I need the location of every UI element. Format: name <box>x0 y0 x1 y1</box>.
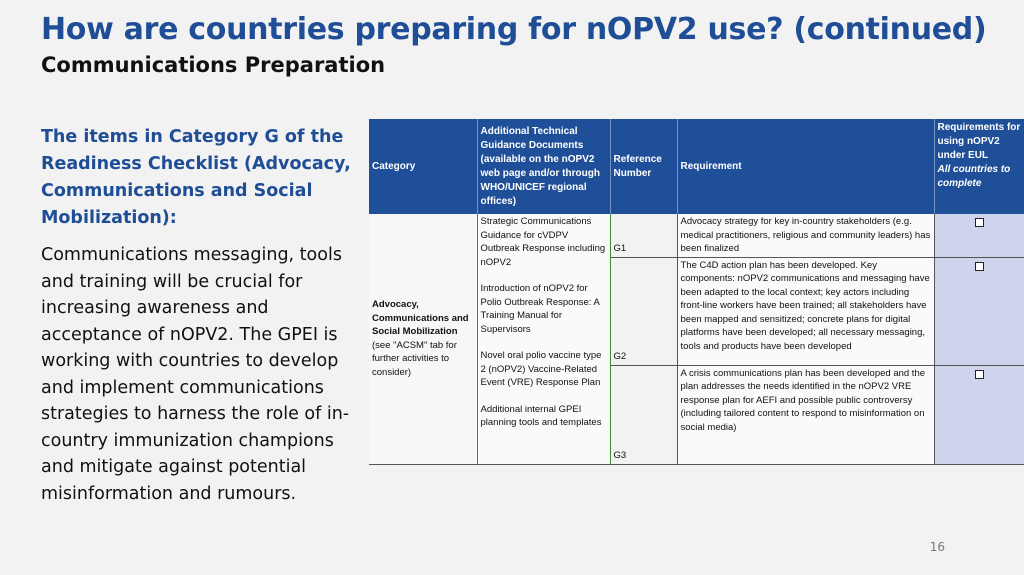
readiness-checklist-table <box>369 119 1024 465</box>
table-header-row <box>369 119 1024 214</box>
doc-item: Novel oral polio vaccine type 2 (nOPV2) Vaccine-Related Event (VRE) Response Plan <box>480 350 602 388</box>
checkbox-icon <box>975 370 984 379</box>
reference-number: G1 <box>610 214 677 257</box>
docs-cell <box>477 214 610 464</box>
reference-number: G3 <box>610 365 677 464</box>
left-text-column <box>41 124 366 507</box>
doc-item: Additional internal GPEI planning tools and templates <box>480 403 602 428</box>
header-reference-number: Reference Number <box>610 119 677 214</box>
category-note: (see "ACSM" tab for further activities to consider) <box>372 339 457 378</box>
doc-item: Introduction of nOPV2 for Polio Outbreak Response: A Training Manual for Supervisors <box>480 283 600 335</box>
requirement-text: The C4D action plan has been developed. Key components: nOPV2 communications and messaging have been adapted to the local context; key actors including front-line workers have been trained; all stakeholders have been mapped and sensitized; concrete plans for digital platforms have been developed; all necessary messaging, tools and products have been developed <box>677 257 934 365</box>
header-eul-title: Requirements for using nOPV2 under EUL <box>937 122 1021 161</box>
header-eul-subtitle: All countries to complete <box>937 164 1011 189</box>
category-name: Advocacy, Communications and Social Mobilization <box>372 299 469 338</box>
doc-item: Strategic Communications Guidance for cVDPV Outbreak Response including nOPV2 <box>480 216 606 268</box>
checkbox-icon <box>975 218 984 227</box>
slide-subtitle: Communications Preparation <box>41 53 386 77</box>
requirement-checkbox[interactable] <box>934 214 1024 257</box>
table-row <box>369 214 1024 257</box>
lead-paragraph: The items in Category G of the Readiness Checklist (Advocacy, Communications and Social Mobilization): <box>41 127 351 228</box>
slide-title: How are countries preparing for nOPV2 use? (continued) <box>41 12 987 47</box>
requirement-text: Advocacy strategy for key in-country stakeholders (e.g. medical practitioners, religious and community leaders) has been finalized <box>677 214 934 257</box>
requirement-checkbox[interactable] <box>934 257 1024 365</box>
requirement-checkbox[interactable] <box>934 365 1024 464</box>
checkbox-icon <box>975 262 984 271</box>
category-cell <box>369 214 477 464</box>
body-paragraph: Communications messaging, tools and training will be crucial for increasing awareness and acceptance of nOPV2. The GPEI is working with countries to develop and implement communications strategies to harness the role of in-country immunization champions and mitigate against potential misinformation and rumours. <box>41 245 350 504</box>
page-number: 16 <box>929 540 945 554</box>
reference-number: G2 <box>610 257 677 365</box>
header-category: Category <box>369 119 477 214</box>
requirement-text: A crisis communications plan has been developed and the plan addresses the needs identified in the nOPV2 VRE response plan for AEFI and possible public controversy (including tailored content to respond to misinformation on social media) <box>677 365 934 464</box>
header-docs: Additional Technical Guidance Documents (available on the nOPV2 web page and/or through WHO/UNICEF regional offices) <box>477 119 610 214</box>
header-requirement: Requirement <box>677 119 934 214</box>
header-eul-requirements <box>934 119 1024 214</box>
